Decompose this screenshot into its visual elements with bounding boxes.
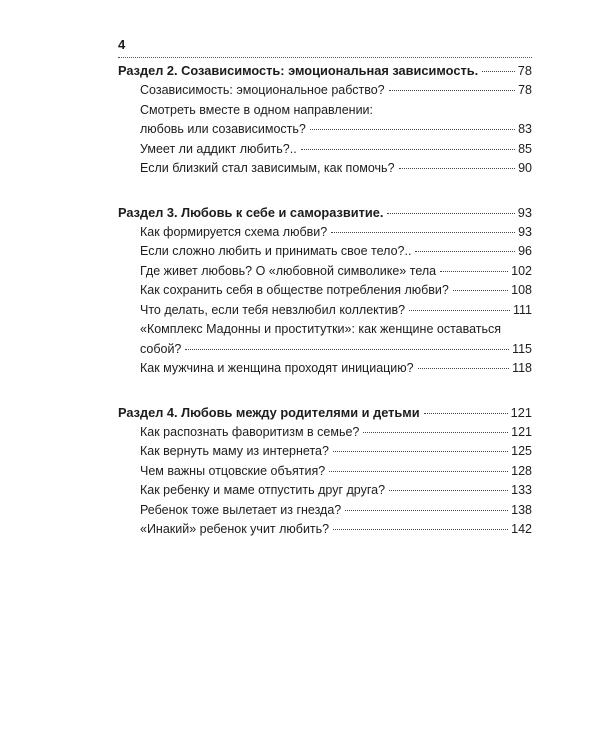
entry-page-number: 93 [518, 224, 532, 239]
entry-title: Чем важны отцовские объятия? [140, 463, 326, 478]
toc-entry[interactable] [118, 359, 532, 379]
dot-leader [301, 149, 515, 150]
entry-page-number: 115 [512, 341, 532, 356]
toc-entry[interactable] [118, 481, 532, 501]
entry-page-number: 78 [518, 83, 532, 97]
entry-page-number: 125 [511, 444, 532, 458]
dot-leader [331, 232, 515, 233]
dot-leader [424, 413, 508, 414]
section-title: Раздел 4. Любовь между родителями и детьми [118, 404, 420, 420]
section-page-number: 78 [517, 63, 532, 78]
entry-title: Если близкий стал зависимым, как помочь? [140, 161, 395, 175]
entry-page-number: 128 [511, 463, 532, 478]
entry-title: Как мужчина и женщина проходят инициацию? [140, 361, 414, 375]
toc-entry[interactable] [118, 301, 532, 321]
entry-title: Умеет ли аддикт любить?.. [140, 141, 297, 156]
dot-leader [185, 349, 509, 350]
entry-page-number: 111 [512, 302, 532, 317]
section-heading[interactable] [118, 61, 532, 81]
dot-leader [329, 471, 508, 472]
section-page-number: 121 [510, 404, 532, 420]
toc-entry[interactable] [118, 242, 532, 262]
entry-page-number: 83 [518, 122, 532, 136]
section-title: Раздел 2. Созависимость: эмоциональная зависимость. [118, 63, 479, 78]
toc-section [118, 203, 532, 379]
header-dotted-rule [118, 57, 532, 58]
entry-title: Как распознать фаворитизм в семье? [140, 424, 360, 439]
entry-title: Как ребенку и маме отпустить друг друга? [140, 483, 386, 497]
dot-leader [333, 451, 508, 452]
entry-page-number: 118 [512, 361, 532, 375]
toc-section [118, 61, 532, 179]
entry-title-line[interactable]: Смотреть вместе в одном направлении: [140, 102, 374, 117]
entry-title: любовь или созависимость? [140, 122, 306, 136]
entry-page-number: 133 [511, 483, 532, 497]
toc-entry[interactable] [118, 462, 532, 482]
toc-entry[interactable] [118, 442, 532, 462]
entry-page-number: 90 [518, 161, 532, 175]
entry-title: «Инакий» ребенок учит любить? [140, 522, 330, 536]
dot-leader [418, 368, 509, 369]
dot-leader [453, 290, 508, 291]
toc-entry[interactable] [118, 340, 532, 360]
dot-leader [399, 168, 516, 169]
table-of-contents [118, 61, 532, 564]
dot-leader [440, 271, 508, 272]
entry-title: Что делать, если тебя невзлюбил коллектив? [140, 302, 406, 317]
section-heading[interactable] [118, 403, 532, 423]
dot-leader [389, 490, 508, 491]
toc-section [118, 403, 532, 540]
toc-entry[interactable] [118, 120, 532, 140]
dot-leader [333, 529, 508, 530]
toc-entry[interactable] [118, 140, 532, 160]
dot-leader [310, 129, 515, 130]
entry-page-number: 138 [511, 502, 532, 517]
toc-entry[interactable] [118, 281, 532, 301]
entry-page-number: 142 [511, 522, 532, 536]
entry-page-number: 121 [511, 424, 532, 439]
entry-page-number: 85 [518, 141, 532, 156]
section-title: Раздел 3. Любовь к себе и саморазвитие. [118, 204, 384, 220]
dot-leader [415, 251, 515, 252]
dot-leader [363, 432, 508, 433]
entry-title: Ребенок тоже вылетает из гнезда? [140, 502, 342, 517]
toc-entry[interactable] [118, 81, 532, 101]
entry-page-number: 108 [511, 283, 532, 297]
entry-title: Как вернуть маму из интернета? [140, 444, 329, 458]
dot-leader [389, 90, 515, 91]
toc-entry[interactable] [118, 223, 532, 243]
dot-leader [409, 310, 510, 311]
toc-entry[interactable] [118, 520, 532, 540]
page-number: 4 [118, 37, 126, 52]
dot-leader [482, 71, 515, 72]
entry-title: Где живет любовь? О «любовной символике» тела [140, 263, 437, 278]
entry-title-line[interactable]: «Комплекс Мадонны и проститутки»: как женщине оставаться [140, 322, 502, 336]
entry-page-number: 96 [518, 244, 532, 258]
entry-title: Как формируется схема любви? [140, 224, 328, 239]
entry-title: Созависимость: эмоциональное рабство? [140, 83, 385, 97]
dot-leader [345, 510, 508, 511]
section-heading[interactable] [118, 203, 532, 223]
dot-leader [387, 213, 514, 214]
toc-entry[interactable] [118, 262, 532, 282]
toc-entry[interactable] [118, 501, 532, 521]
toc-entry[interactable] [118, 423, 532, 443]
entry-title: собой? [140, 341, 182, 356]
toc-entry[interactable] [118, 159, 532, 179]
entry-title: Если сложно любить и принимать свое тело?.. [140, 244, 412, 258]
section-page-number: 93 [517, 204, 532, 220]
entry-page-number: 102 [511, 263, 532, 278]
entry-title: Как сохранить себя в обществе потребления любви? [140, 283, 449, 297]
